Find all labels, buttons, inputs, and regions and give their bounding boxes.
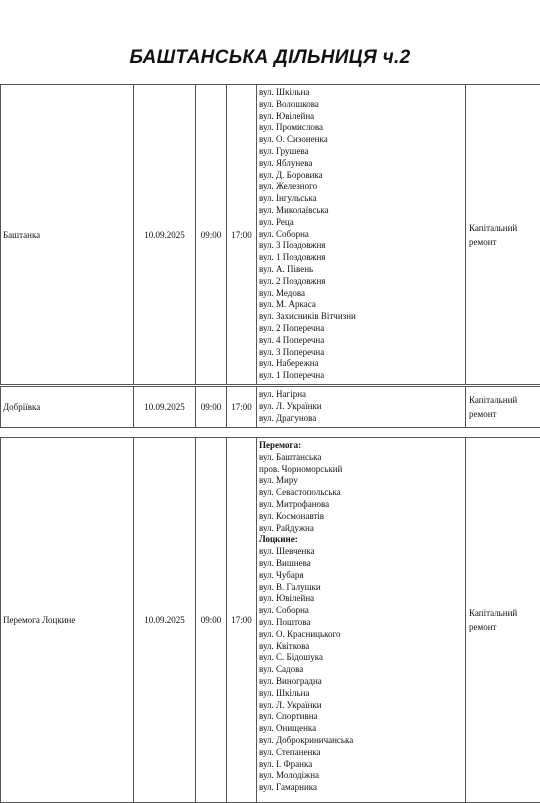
street-item: вул. Промислова bbox=[259, 122, 463, 134]
settlement-cell: Перемога Лоцкине bbox=[1, 438, 134, 803]
street-item: вул. Миколаївська bbox=[259, 205, 463, 217]
locality-heading: Лоцкине: bbox=[259, 534, 463, 546]
street-item: вул. Ювілейна bbox=[259, 111, 463, 123]
street-item: вул. Молодіжна bbox=[259, 770, 463, 782]
street-item: вул. Драгунова bbox=[259, 413, 463, 425]
street-item: вул. Л. Українки bbox=[259, 700, 463, 712]
end-time-cell: 17:00 bbox=[227, 85, 257, 385]
streets-cell bbox=[257, 438, 466, 803]
street-item: вул. Спортивна bbox=[259, 711, 463, 723]
street-item: вул. Баштанська bbox=[259, 452, 463, 464]
street-item: вул. Виноградна bbox=[259, 676, 463, 688]
street-item: вул. Железного bbox=[259, 181, 463, 193]
locality-heading: Перемога: bbox=[259, 440, 463, 452]
street-item: вул. Ювілейна bbox=[259, 593, 463, 605]
street-item: вул. Яблунева bbox=[259, 158, 463, 170]
street-item: вул. Реца bbox=[259, 217, 463, 229]
streets-cell bbox=[257, 85, 466, 385]
street-item: пров. Чорноморський bbox=[259, 464, 463, 476]
date-cell: 10.09.2025 bbox=[134, 387, 196, 428]
street-item: вул. 1 Поздовжня bbox=[259, 252, 463, 264]
street-item: вул. В. Галушки bbox=[259, 582, 463, 594]
street-item: вул. Грушева bbox=[259, 146, 463, 158]
street-item: вул. Д. Боровика bbox=[259, 170, 463, 182]
end-time-cell: 17:00 bbox=[227, 387, 257, 428]
street-item: вул. 3 Поперечна bbox=[259, 347, 463, 359]
street-item: вул. 2 Поздовжня bbox=[259, 276, 463, 288]
street-item: вул. Митрофанова bbox=[259, 499, 463, 511]
street-item: вул. Шкільна bbox=[259, 87, 463, 99]
street-item: вул. Чубаря bbox=[259, 570, 463, 582]
street-item: вул. Інгульська bbox=[259, 193, 463, 205]
settlement-cell: Добріївка bbox=[1, 387, 134, 428]
date-cell: 10.09.2025 bbox=[134, 438, 196, 803]
page-title: БАШТАНСЬКА ДІЛЬНИЦЯ ч.2 bbox=[0, 47, 540, 69]
street-item: вул. Квіткова bbox=[259, 641, 463, 653]
street-item: вул. Доброкриничанська bbox=[259, 735, 463, 747]
outage-table-dobriivka bbox=[0, 386, 540, 428]
streets-cell bbox=[257, 387, 466, 428]
street-item: вул. Шкільна bbox=[259, 688, 463, 700]
start-time-cell: 09:00 bbox=[196, 85, 227, 385]
street-item: вул. Миру bbox=[259, 475, 463, 487]
street-item: вул. Нагірна bbox=[259, 389, 463, 401]
street-item: вул. Райдужна bbox=[259, 523, 463, 535]
settlement-cell: Баштанка bbox=[1, 85, 134, 385]
table-row bbox=[1, 387, 540, 428]
street-item: вул. 4 Поперечна bbox=[259, 335, 463, 347]
street-item: вул. А. Півень bbox=[259, 264, 463, 276]
street-item: вул. Гамарника bbox=[259, 782, 463, 794]
street-item: вул. Севастопольська bbox=[259, 487, 463, 499]
reason-cell: Капітальний ремонт bbox=[466, 438, 540, 803]
street-item: вул. 3 Поздовжня bbox=[259, 240, 463, 252]
start-time-cell: 09:00 bbox=[196, 387, 227, 428]
outage-table-bashtanka bbox=[0, 84, 540, 385]
street-item: вул. 1 Поперечна bbox=[259, 370, 463, 382]
start-time-cell: 09:00 bbox=[196, 438, 227, 803]
street-item: вул. Волошкова bbox=[259, 99, 463, 111]
date-cell: 10.09.2025 bbox=[134, 85, 196, 385]
street-item: вул. Шевченка bbox=[259, 546, 463, 558]
street-item: вул. Медова bbox=[259, 288, 463, 300]
street-item: вул. Соборна bbox=[259, 605, 463, 617]
street-item: вул. Поштова bbox=[259, 617, 463, 629]
street-item: вул. Л. Українки bbox=[259, 401, 463, 413]
street-item: вул. Космонавтів bbox=[259, 511, 463, 523]
street-item: вул. Садова bbox=[259, 664, 463, 676]
reason-cell: Капітальний ремонт bbox=[466, 85, 540, 385]
street-item: вул. Степаненка bbox=[259, 747, 463, 759]
street-item: вул. М. Аркаса bbox=[259, 299, 463, 311]
street-item: вул. І. Франка bbox=[259, 759, 463, 771]
street-item: вул. О. Красницького bbox=[259, 629, 463, 641]
street-item: вул. 2 Поперечна bbox=[259, 323, 463, 335]
reason-cell: Капітальний ремонт bbox=[466, 387, 540, 428]
table-row bbox=[1, 438, 540, 803]
street-item: вул. Вишнева bbox=[259, 558, 463, 570]
street-item: вул. Набережна bbox=[259, 358, 463, 370]
street-item: вул. С. Бідошука bbox=[259, 652, 463, 664]
street-item: вул. О. Сизоненка bbox=[259, 134, 463, 146]
table-row bbox=[1, 85, 540, 385]
end-time-cell: 17:00 bbox=[227, 438, 257, 803]
street-item: вул. Соборна bbox=[259, 229, 463, 241]
street-item: вул. Онищенка bbox=[259, 723, 463, 735]
street-item: вул. Захисників Вітчизни bbox=[259, 311, 463, 323]
outage-table-peremoha-lotskyne bbox=[0, 437, 540, 803]
